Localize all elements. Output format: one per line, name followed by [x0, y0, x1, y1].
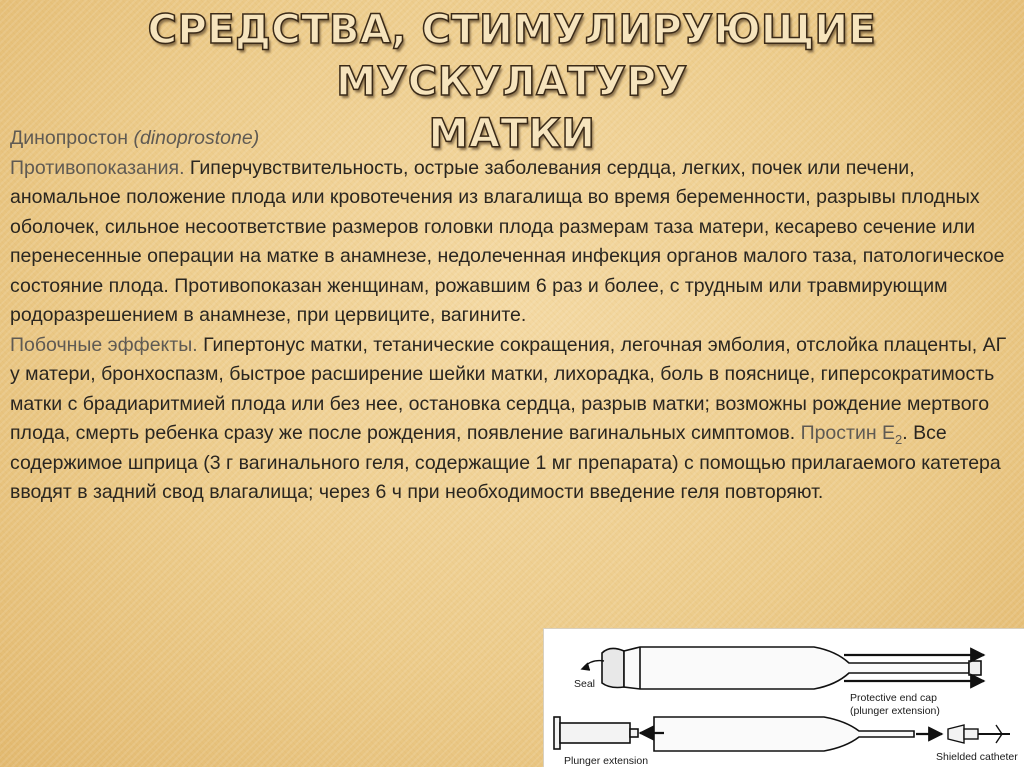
drug-name: Динопростон [10, 127, 129, 149]
side-effects-paragraph [10, 331, 1010, 508]
label-protective-cap: Protective end cap [850, 692, 937, 704]
contraindications-heading: Противопоказания. [10, 156, 185, 179]
shielded-catheter [948, 725, 1010, 743]
drug-latin-name: (dinoprostone) [133, 127, 260, 149]
upper-syringe [602, 647, 981, 689]
contraindications-paragraph [10, 154, 1010, 331]
slide-body [10, 124, 1010, 508]
side-effects-text: Гипертонус матки, тетанические сокращения, легочная эмболия, отслойка плаценты, АГ у матери, бронхоспазм, быстрое расширение шейки матки, лихорадка, боль в пояснице, гиперсократимость матки с брадиаритмией плода или без нее, остановка сердца, разрыв матки; возможны рождение мертвого плода, смерть ребенка сразу же после рождения, появление вагинальных симптомов. [10, 333, 1007, 444]
label-seal: Seal [574, 678, 596, 690]
prostin-label [800, 422, 903, 447]
prostin-subscript: 2 [895, 431, 903, 447]
label-plunger-extension: Plunger extension [564, 755, 649, 767]
contraindications-text: Гиперчувствительность, острые заболевания сердца, легких, почек или печени, аномальное положение плода или кровотечения из влагалища во время беременности, разрывы плодных оболочек, сильное несоответствие размеров головки плода размерам таза матери, кесарево сечение или перенесенные операции на матке в анамнезе, недолеченная инфекция органов малого таза, патологическое состояние плода. Противопоказан женщинам, рожавшим 6 раз и более, с трудным или травмирующим родоразрешением в анамнезе, при цервиците, вагините. [10, 156, 1005, 326]
slide-title-line1: СРЕДСТВА, СТИМУЛИРУЮЩИЕ МУСКУЛАТУРУ [147, 7, 877, 105]
prostin-text: Все содержимое шприца (3 г вагинального геля, содержащие 1 мг препарата) с помощью прилагаемого катетера вводят в задний свод влагалища; через 6 ч при необходимости введение геля повторяют. [10, 422, 1001, 503]
label-shielded-catheter: Shielded catheter [936, 751, 1018, 763]
drug-heading [10, 124, 1010, 154]
side-effects-heading: Побочные эффекты. [10, 333, 198, 356]
prostin-dot: . [902, 422, 908, 444]
lower-syringe [654, 717, 914, 751]
syringe-diagram-svg [544, 629, 1024, 767]
slide-title-line2: МАТКИ [428, 111, 596, 157]
syringe-diagram [543, 628, 1024, 767]
plunger-extension [554, 717, 638, 749]
seal-mark [582, 661, 604, 670]
prostin-label-text: Простин Е [800, 422, 896, 444]
label-plunger-extension-cap: (plunger extension) [850, 705, 940, 717]
